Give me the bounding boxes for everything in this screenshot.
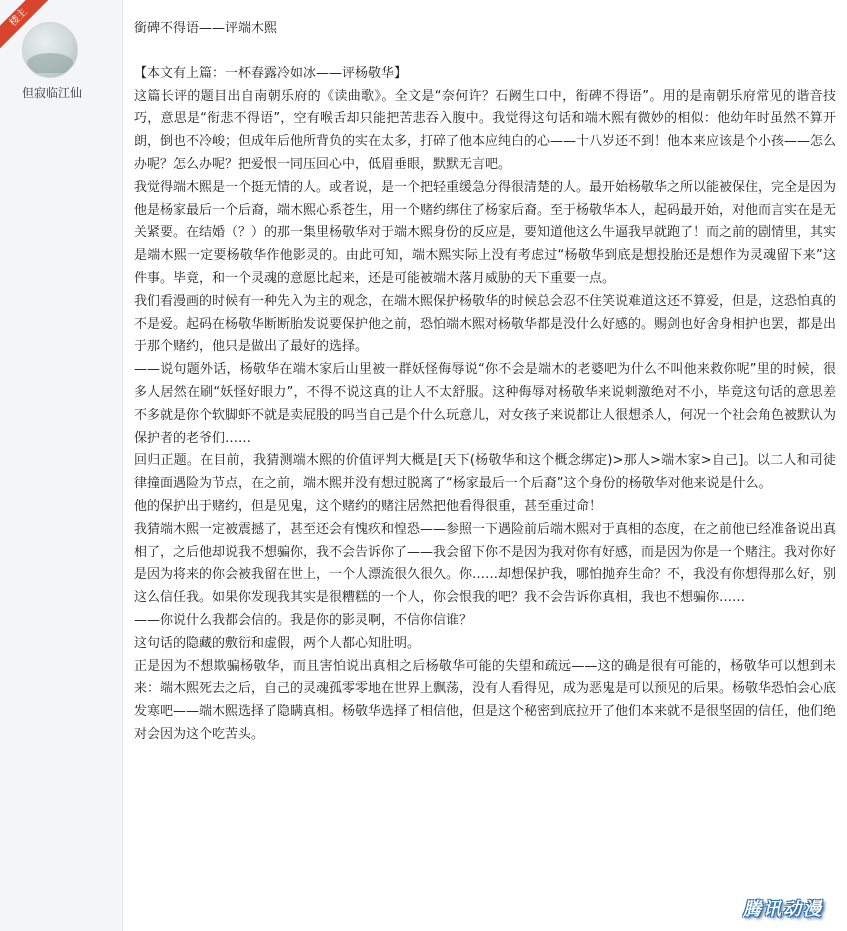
paragraph: 他的保护出于赌约，但是见鬼，这个赌约的赌注居然把他看得很重，甚至重过命！ (134, 498, 603, 514)
paragraph: 【本文有上篇：一杯春露冷如冰——评杨敬华】 (134, 65, 408, 81)
paragraph: ——说句题外话，杨敬华在端木家后山里被一群妖怪侮辱说“你不会是端木的老婆吧为什么不叫他来救你呢”里的时候，很多人居然在刷“妖怪好眼力”，不得不说这真的让人不太舒服。这种侮辱对杨敬华来说刺激绝对不小，毕竟这句话的意思差不多就是你个软脚虾不就是卖屁股的吗当自己是个什么玩意儿，对女孩子来说都让人很想杀人，何况一个社会角色被默认为保护者的老爷们…… (134, 362, 837, 446)
watermark-logo: 腾讯动漫 (743, 899, 823, 920)
username[interactable]: 但寂临江仙 (21, 86, 82, 100)
post-title: 銜碑不得语——评端木熙 (134, 21, 278, 36)
paragraph: 我猜端木熙一定被震撼了，甚至还会有愧疚和惶恐——参照一下遇险前后端木熙对于真相的态度，在之前他已经准备说出真相了，之后他却说我不想骗你，我不会告诉你了——我会留下你不是因为我对你有好感，而是因为你是一个赌注。我对你好是因为将来的你会被我留在世上，一个人漂流很久很久。你……却想保护我，哪怕抛弃生命？不，我没有你想得那么好，别这么信任我。如果你发现我其实是很糟糕的一个人，你会恨我的吧？我不会告诉你真相，我也不想骗你…… (134, 521, 837, 606)
avatar-landscape (27, 53, 73, 73)
paragraph: 正是因为不想欺骗杨敬华，而且害怕说出真相之后杨敬华可能的失望和疏远——这的确是很有可能的，杨敬华可以想到未来：端木熙死去之后，自己的灵魂孤零零地在世界上飘荡，没有人看得见，成为恶鬼是可以预见的后果。杨敬华恐怕会心底发寒吧——端木熙选择了隐瞒真相。杨敬华选择了相信他，但是这个秘密到底拉开了他们本来就不是很坚固的信任，他们绝对会因为这个吃苦头。 (134, 658, 837, 742)
avatar[interactable] (22, 22, 78, 78)
author-sidebar (0, 0, 123, 931)
paragraph: 回归正题。在目前，我猜测端木熙的价值评判大概是[天下(杨敬华和这个概念绑定)>那人>端木家>自己]。以二人和司徒律撞面遇险为节点，在之前，端木熙并没有想过脱离了“杨家最后一个后裔”这个身份的杨敬华对他来说是什么。 (134, 453, 836, 492)
paragraph: 这句话的隐藏的敷衍和虚假，两个人都心知肚明。 (134, 635, 421, 651)
post-body (134, 18, 836, 747)
paragraph: 我们看漫画的时候有一种先入为主的观念，在端木熙保护杨敬华的时候总会忍不住笑说难道这还不算爱，但是，这恐怕真的不是爱。起码在杨敬华断断胎发说要保护他之前，恐怕端木熙对杨敬华都是没什么好感的。赐剑也好舍身相护也罢，都是出于那个赌约，他只是做出了最好的选择。 (134, 293, 837, 355)
paragraph: 我觉得端木熙是一个挺无情的人。或者说，是一个把轻重缓急分得很清楚的人。最开始杨敬华之所以能被保住，完全是因为他是杨家最后一个后裔，端木熙心系苍生，用一个赌约绑住了杨家后裔。至于杨敬华本人，起码最开始，对他而言实在是无关紧要。在结婚（？）的那一集里杨敬华对于端木熙身份的反应是，要知道他这么牛逼我早就跑了！而之前的剧情里，其实是端木熙一定要杨敬华作他影灵的。由此可知，端木熙实际上没有考虑过“杨敬华到底是想投胎还是想作为灵魂留下来”这件事。毕竟，和一个灵魂的意愿比起来，还是可能被端木落月威胁的天下重要一点。 (134, 179, 837, 286)
paragraph: ——你说什么我都会信的。我是你的影灵啊，不信你信谁？ (134, 612, 473, 628)
paragraph: 这篇长评的题目出自南朝乐府的《读曲歌》。全文是“奈何许？石阙生口中，衔碑不得语”。用的是南朝乐府常见的谐音技巧，意思是“衔悲不得语”，空有喉舌却只能把苦悲吞入腹中。我觉得这句话和端木熙有微妙的相似：他幼年时虽然不算开朗，倒也不冷峻；但成年后他所背负的实在太多，打碎了他本应纯白的心——十八岁还不到！他本来应该是个小孩——怎么办呢？怎么办呢？把爱恨一同压回心中，低眉垂眼，默默无言吧。 (134, 88, 837, 172)
op-badge-label: 楼主 (0, 0, 56, 55)
